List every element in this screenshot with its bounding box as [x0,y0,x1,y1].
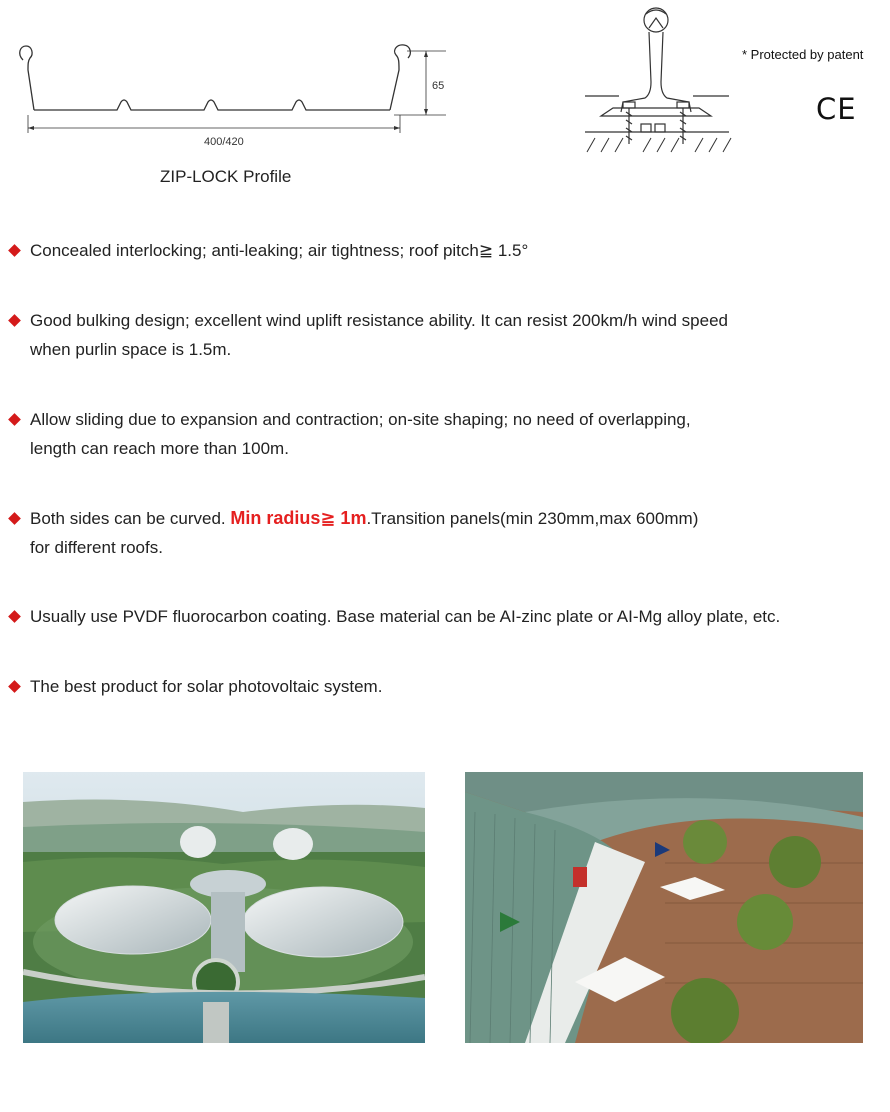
clip-fixing-diagram [583,4,733,156]
red-diamond-bullet-icon [8,244,21,257]
feature-text-pre: Both sides can be curved. [30,509,231,528]
ce-mark-logo: CE [816,92,857,126]
feature-text-post: .Transition panels(min 230mm,max 600mm) [366,509,699,528]
profile-height-label: 65 [432,80,445,92]
feature-text: Concealed interlocking; anti-leaking; air tightness; roof pitch≧ 1.5° [30,241,529,260]
red-diamond-bullet-icon [8,314,21,327]
feature-text: Good bulking design; excellent wind uplift resistance ability. It can resist 200km/h wind speed [30,311,729,330]
feature-text: The best product for solar photovoltaic system. [30,677,383,696]
feature-text-line2: when purlin space is 1.5m. [30,340,232,359]
profile-caption: ZIP-LOCK Profile [160,167,292,186]
red-diamond-bullet-icon [8,610,21,623]
curved-roof-plaza-photo [465,772,863,1043]
min-radius-highlight: Min radius≧ 1m [230,508,367,528]
zip-lock-profile-diagram [14,40,454,150]
profile-width-label: 400/420 [204,136,244,148]
feature-text-line2: for different roofs. [30,538,163,557]
red-diamond-bullet-icon [8,512,21,525]
red-diamond-bullet-icon [8,680,21,693]
feature-text [30,504,698,533]
feature-text: Usually use PVDF fluorocarbon coating. Base material can be AI-zinc plate or AI-Mg alloy plate, etc. [30,607,781,626]
patent-note: * Protected by patent [742,47,864,62]
feature-text-line2: length can reach more than 100m. [30,439,289,458]
feature-text: Allow sliding due to expansion and contraction; on-site shaping; no need of overlapping, [30,410,691,429]
aerial-building-photo [23,772,425,1043]
red-diamond-bullet-icon [8,413,21,426]
